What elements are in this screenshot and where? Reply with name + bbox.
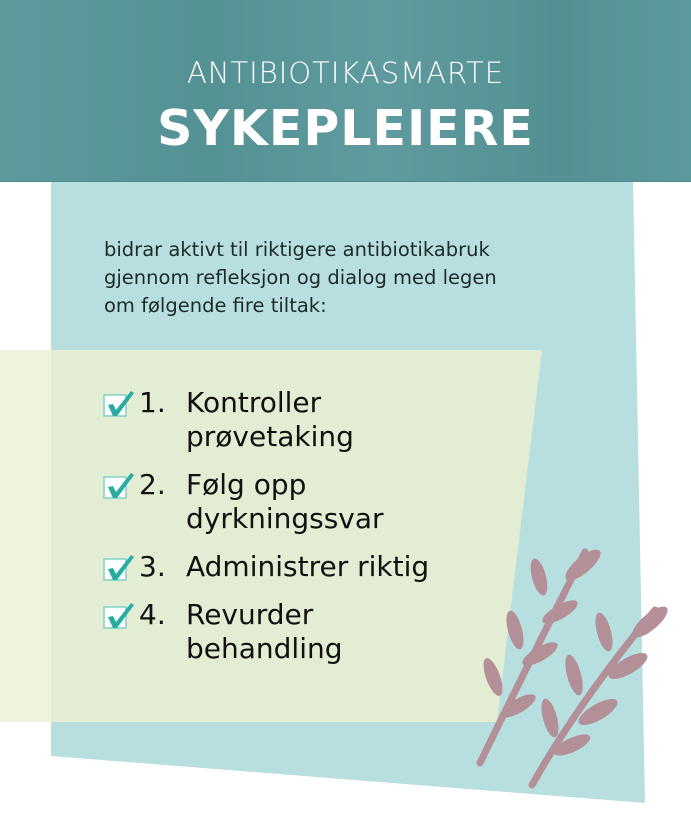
item-text-line: Revurder	[186, 598, 314, 631]
item-text-line: dyrkningssvar	[186, 502, 384, 535]
item-number: 4.	[139, 598, 166, 631]
intro-line: gjennom refleksjon og dialog med legen	[104, 266, 497, 289]
intro-line: bidrar aktivt til riktigere antibiotikabruk	[104, 238, 490, 261]
header-subtitle: ANTIBIOTIKASMARTE	[186, 56, 505, 90]
header-title: SYKEPLEIERE	[157, 100, 534, 157]
item-text-line: Kontroller	[186, 386, 322, 419]
item-text-line: Følg opp	[186, 468, 307, 501]
intro-line: om følgende fire tiltak:	[104, 294, 327, 317]
item-number: 2.	[139, 468, 166, 501]
item-text-line: behandling	[186, 632, 343, 665]
item-text-line: Administrer riktig	[186, 550, 430, 583]
item-number: 3.	[139, 550, 166, 583]
item-text-line: prøvetaking	[186, 420, 354, 453]
item-number: 1.	[139, 386, 166, 419]
